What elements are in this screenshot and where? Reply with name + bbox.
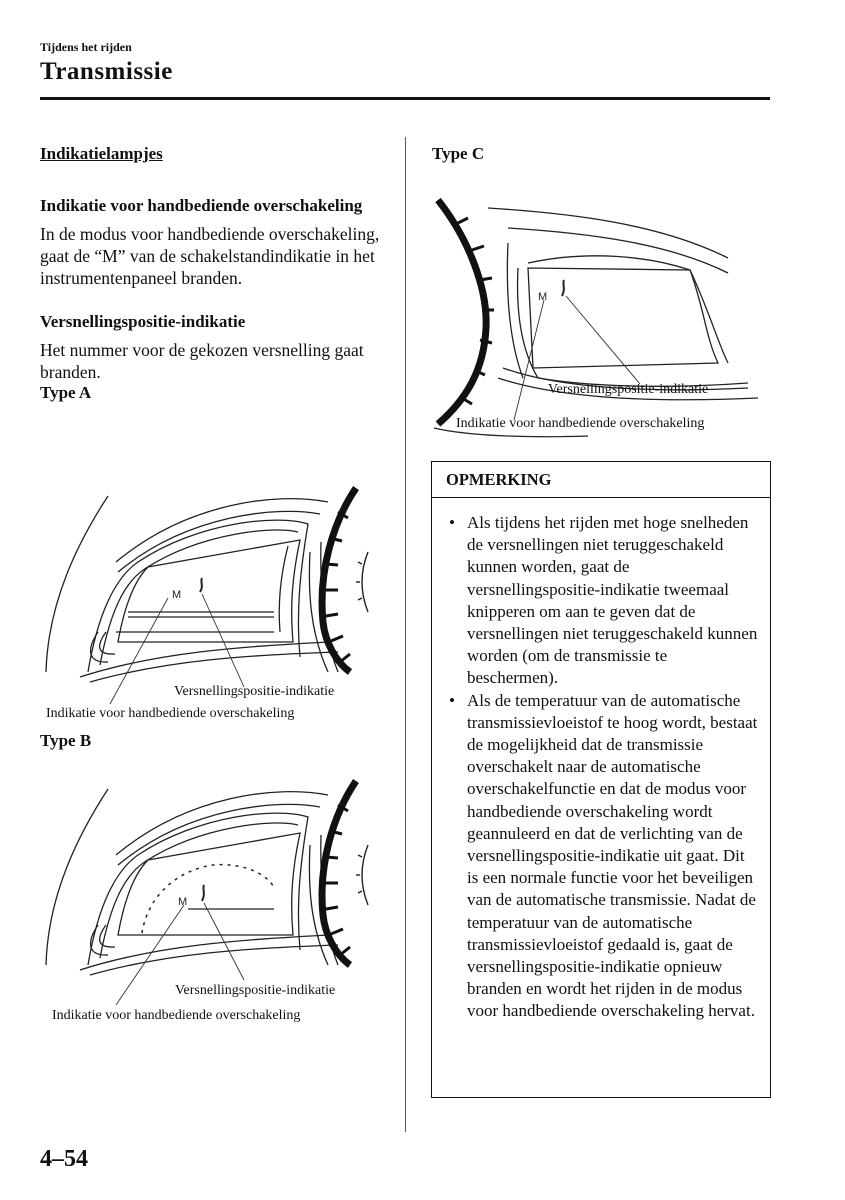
note-item-text: Als de temperatuur van de automatische transmissievloeistof te hoog wordt, bestaat de mogelijkheid dat de transmissie overschakelt naar de automatische overschakelfunctie en dat de modus voor handbediende overschakeling wordt geannuleerd en dat de verlichting van de versnellingspositie-indikatie uit gaat. Dit is een normale functie voor het beveiligen van de automatische transmissie. Nadat de temperatuur van de automatische transmissievloeistof gedaald is, gaat de versnellingspositie-indikatie opnieuw branden en wordt het rijden in de modus voor handbediende overschakeling hervat. bbox=[467, 690, 758, 1021]
bullet-marker: • bbox=[449, 690, 455, 710]
note-list bbox=[432, 498, 770, 1023]
section-name: Tijdens het rijden bbox=[40, 40, 132, 54]
gear-position-subheading: Versnellingspositie-indikatie bbox=[40, 312, 246, 331]
page-number: 4–54 bbox=[40, 1146, 88, 1172]
page-title: Transmissie bbox=[40, 58, 173, 85]
indicator-lights-heading: Indikatielampjes bbox=[40, 144, 163, 163]
type-b-m-glyph: M bbox=[178, 896, 188, 908]
figure-type-b bbox=[38, 775, 388, 1030]
left-column bbox=[40, 144, 385, 403]
type-b-label: Type B bbox=[40, 731, 92, 750]
type-a-manual-indicator-label: Indikatie voor handbediende overschakeling bbox=[46, 706, 295, 721]
gear-position-paragraph: Het nummer voor de gekozen versnelling gaat branden. bbox=[40, 340, 364, 382]
figure-type-c bbox=[428, 188, 773, 446]
note-item bbox=[449, 512, 760, 690]
type-c-gear-indicator-label: Versnellingspositie-indikatie bbox=[548, 382, 709, 397]
note-item bbox=[449, 690, 760, 1023]
note-item-text: Als tijdens het rijden met hoge snelheden de versnellingen niet teruggeschakeld kunnen worden, gaat de versnellingspositie-indikatie tweemaal knipperen om aan te geven dat de versnellingen niet teruggeschakeld kunnen worden (om de transmissie te beschermen). bbox=[467, 513, 758, 688]
column-divider bbox=[405, 137, 406, 1132]
figure-type-a bbox=[38, 482, 388, 727]
manual-shift-subheading: Indikatie voor handbediende overschakeling bbox=[40, 196, 363, 215]
header-rule bbox=[40, 97, 770, 100]
type-b-manual-indicator-label: Indikatie voor handbediende overschakeling bbox=[52, 1008, 301, 1023]
type-c-m-glyph: M bbox=[538, 291, 548, 303]
manual-shift-paragraph: In de modus voor handbediende overschakeling, gaat de “M” van de schakelstandindikatie in het instrumentenpaneel branden. bbox=[40, 224, 380, 288]
note-title: OPMERKING bbox=[432, 462, 770, 498]
type-b-gear-indicator-label: Versnellingspositie-indikatie bbox=[175, 983, 336, 998]
note-box bbox=[431, 461, 771, 1098]
type-c-cluster-illustration bbox=[428, 188, 773, 446]
type-c-label: Type C bbox=[432, 144, 485, 163]
bullet-marker: • bbox=[449, 513, 455, 532]
type-a-gear-indicator-label: Versnellingspositie-indikatie bbox=[174, 684, 335, 699]
type-a-label: Type A bbox=[40, 383, 92, 402]
type-a-m-glyph: M bbox=[172, 589, 182, 601]
type-c-manual-indicator-label: Indikatie voor handbediende overschakeling bbox=[456, 416, 705, 431]
